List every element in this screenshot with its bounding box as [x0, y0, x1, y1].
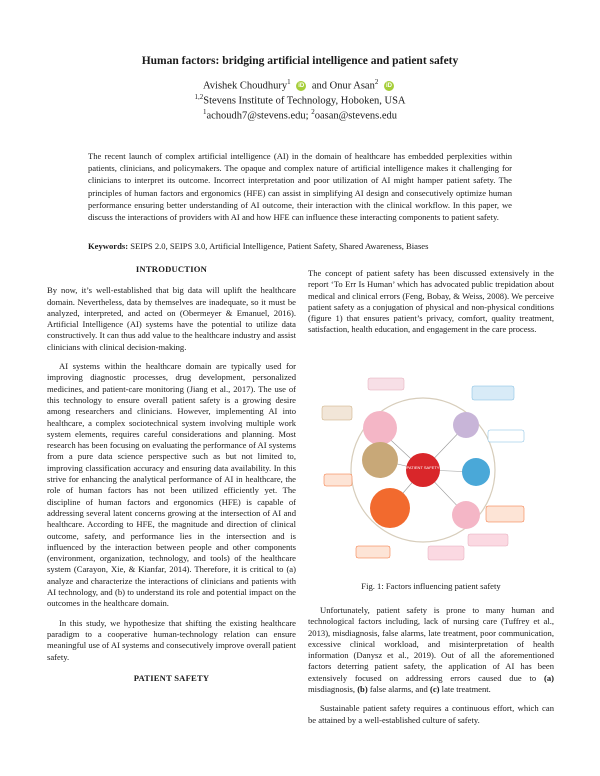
label-box	[322, 406, 352, 420]
label-box	[486, 506, 524, 522]
left-column	[47, 264, 296, 694]
right-paragraph-2	[308, 605, 554, 695]
text-b: false alarms, and	[367, 684, 430, 695]
factor-circle-blue	[462, 458, 490, 486]
paper-title: Human factors: bridging artificial intelligence and patient safety	[141, 55, 459, 67]
orcid-icon[interactable]: iD	[298, 83, 305, 90]
affiliation: Stevens Institute of Technology, Hoboken, USA	[203, 95, 406, 107]
author-2-sup: 2	[374, 78, 379, 86]
keywords-text: SEIPS 2.0, SEIPS 3.0, Artificial Intelligence, Patient Safety, Shared Awareness, Biases	[130, 241, 429, 251]
section-heading-patient-safety: PATIENT SAFETY	[133, 672, 210, 683]
patient-safety-center	[406, 453, 440, 487]
label-box	[368, 378, 404, 390]
abstract: The recent launch of complex artificial intelligence (AI) in the domain of healthcare has embedded perplexities within patients, clinicians, and policymakers. The opaque and complex nature of artificial intelligence makes it challenging for clinicians to interpret its outcome. Incorrect interpretation and poor utilization of AI might hamper patient safety. The principles of human factors and ergonomics (HFE) can assist in simplifying AI design and consecutively optimize human performance ensuring better understanding of AI outcome, their interaction with the clinical workflow. In this paper, we discuss the interactions of providers with AI and how HFE can influence these interacting components to patient safety.	[88, 151, 512, 223]
right-paragraph-1: The concept of patient safety has been discussed extensively in the report ‘To Err Is Human’ which has advocated public trepidation about medical and clinical errors (Feng, Bobay, & Weiss, 2008). We perceive patient safety as a conjugation of physical and non-physical conditions (figure 1) that ensures patient’s privacy, comfort, quality treatment, satisfaction, health education, and engagement in the care process.	[308, 268, 554, 335]
keywords-label: Keywords:	[88, 241, 129, 251]
factor-circle-orange	[370, 488, 410, 528]
right-column-lower	[308, 605, 554, 734]
email-1[interactable]: achoudh7@stevens.edu;	[206, 110, 309, 122]
center-label: PATIENT SAFETY	[406, 465, 440, 470]
label-box	[472, 386, 514, 400]
label-box	[356, 546, 390, 558]
intro-paragraph-3: In this study, we hypothesize that shifting the existing healthcare paradigm to a cooperative human-technology relation can ensure meaningful use of AI systems and consecutively improve overall patient safety.	[47, 617, 296, 662]
keywords	[88, 240, 512, 252]
factor-circle-lavender	[453, 412, 479, 438]
affiliation-sup: 1,2	[194, 93, 204, 101]
intro-paragraph-1: By now, it’s well-established that big data will uplift the healthcare domain. Nevertheless, data by themselves are inadequate, so it must be analyzed, interpreted, and acted on (Obermeyer & Emanuel, 2016). Artificial Intelligence (AI) systems have the potential to utilize data constructively. It can thus add value to the healthcare industry and assist clinicians with clinical decision-making.	[47, 285, 296, 352]
text-c: late treatment.	[439, 684, 491, 695]
author-2: Onur Asan	[329, 80, 375, 92]
right-paragraph-2-text: Unfortunately, patient safety is prone to many human and technological factors including, lack of nursing care (Tuffrey et al., 2013), misdiagnosis, false alarms, late treatment, poor communication, excessive clinical workload, and misinterpretation of health information (Danysz et al., 2019). Out of all the aforementioned factors deterring patient safety, the application of AI has been extensively focused on addressing errors caused due to	[308, 605, 554, 683]
label-b: (b)	[357, 684, 368, 695]
factor-circle-pink-2	[452, 501, 480, 529]
email-2[interactable]: oasan@stevens.edu	[314, 110, 397, 122]
author-1-sup: 1	[287, 78, 291, 86]
section-heading-introduction: INTRODUCTION	[135, 264, 208, 274]
orcid-icon[interactable]: iD	[385, 83, 392, 90]
label-box	[468, 534, 508, 546]
factor-circle-tan	[362, 442, 398, 478]
label-a: (a)	[543, 672, 554, 683]
email-2-sup: 2	[311, 108, 315, 116]
email-line	[0, 108, 600, 122]
right-paragraph-3: Sustainable patient safety requires a continuous effort, which can be attained by a well-established culture of safety.	[308, 703, 554, 725]
affiliation-line	[0, 93, 600, 107]
intro-paragraph-2: AI systems within the healthcare domain are typically used for improving diagnostic processes, drug development, personalized medicines, and patient-care monitoring (Jiang et al., 2017). The use of this technology to ensure overall patient safety is a growing desire among researchers and clinicians. However, implementing AI into healthcare, a complex sociotechnical system involving multiple work system elements, requires careful considerations and planning. Most research has been focusing on evaluating the performance of AI systems from a pure data science perspective such as but not limited to, improving classification accuracy and ensuring data availability. In this strive for enhancing the analytical performance of AI in healthcare, the role of human factors has not been utilized efficiently yet. The discipline of human factors and ergonomics (HFE) is capable of addressing several latent concerns growing at the intersection of AI and healthcare. According to HFE, the magnitude and direction of clinical outcome, safety, and performance lies in the intersection and is influenced by the interaction between people and other components (environment, organization, technology, and tools) of the healthcare system (Carayon, Xie, & Kianfar, 2014). Therefore, it is critical to (a) analyze and characterize the interactions of clinicians and patients with AI technology, and (b) to understand its role and potential impact on the outcomes in the healthcare domain.	[47, 361, 296, 609]
figure-1-diagram	[318, 370, 528, 570]
label-box	[488, 430, 524, 442]
label-c: (c)	[429, 684, 440, 695]
email-1-sup: 1	[202, 108, 207, 116]
author-and: and	[311, 80, 328, 92]
figure-caption: Fig. 1: Factors influencing patient safety	[361, 581, 501, 591]
author-line	[0, 78, 600, 92]
author-1: Avishek Choudhury	[203, 80, 288, 92]
factor-circle-pink	[363, 411, 397, 445]
label-box	[428, 546, 464, 560]
label-box	[324, 474, 352, 486]
text-a: misdiagnosis,	[308, 684, 358, 695]
right-column-upper	[308, 268, 554, 344]
